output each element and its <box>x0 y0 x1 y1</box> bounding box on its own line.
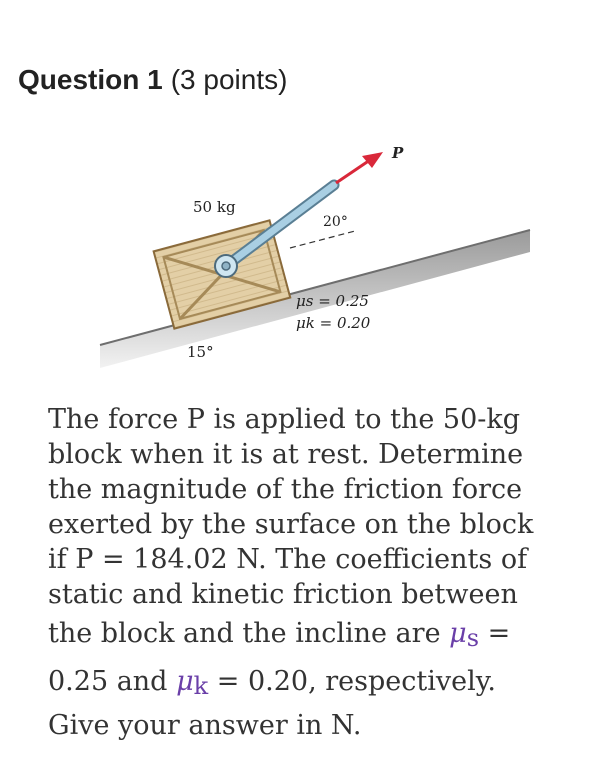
question-line: Give your answer in N. <box>48 710 362 741</box>
question-line: exerted by the surface on the block <box>48 509 534 540</box>
question-body <box>48 402 588 743</box>
question-line: block when it is at rest. Determine <box>48 439 524 470</box>
angle-label: 20° <box>323 214 348 230</box>
angle-reference-line <box>290 231 355 248</box>
question-title: Question 1 <box>18 64 163 95</box>
force-label: P <box>392 144 404 162</box>
mu-s-label: μs = 0.25 <box>296 292 369 310</box>
mu-s-symbol: μ <box>449 618 467 649</box>
question-points: (3 points) <box>170 64 288 95</box>
question-text: 0.25 and <box>48 666 177 697</box>
question-line <box>48 612 588 660</box>
incline-angle-label: 15° <box>187 343 214 361</box>
question-line <box>48 660 588 708</box>
force-arrow <box>336 160 370 183</box>
mu-k-symbol: μ <box>176 666 194 697</box>
mu-s-subscript: s <box>466 624 480 652</box>
mass-label: 50 kg <box>193 198 236 216</box>
question-text: = 0.20, respectively. <box>208 666 496 697</box>
question-line: The force P is applied to the 50-kg <box>48 404 521 435</box>
incline-figure <box>90 140 550 370</box>
question-text: = <box>479 618 511 649</box>
question-header <box>18 60 287 100</box>
mu-k-label: μk = 0.20 <box>296 314 371 332</box>
force-arrow-head <box>362 152 383 168</box>
question-line: the magnitude of the friction force <box>48 474 523 505</box>
mu-k-subscript: k <box>193 672 209 700</box>
question-line: static and kinetic friction between <box>48 579 518 610</box>
question-line: if P = 184.02 N. The coefficients of <box>48 544 528 575</box>
incline-diagram <box>90 140 550 370</box>
question-text: the block and the incline are <box>48 618 450 649</box>
